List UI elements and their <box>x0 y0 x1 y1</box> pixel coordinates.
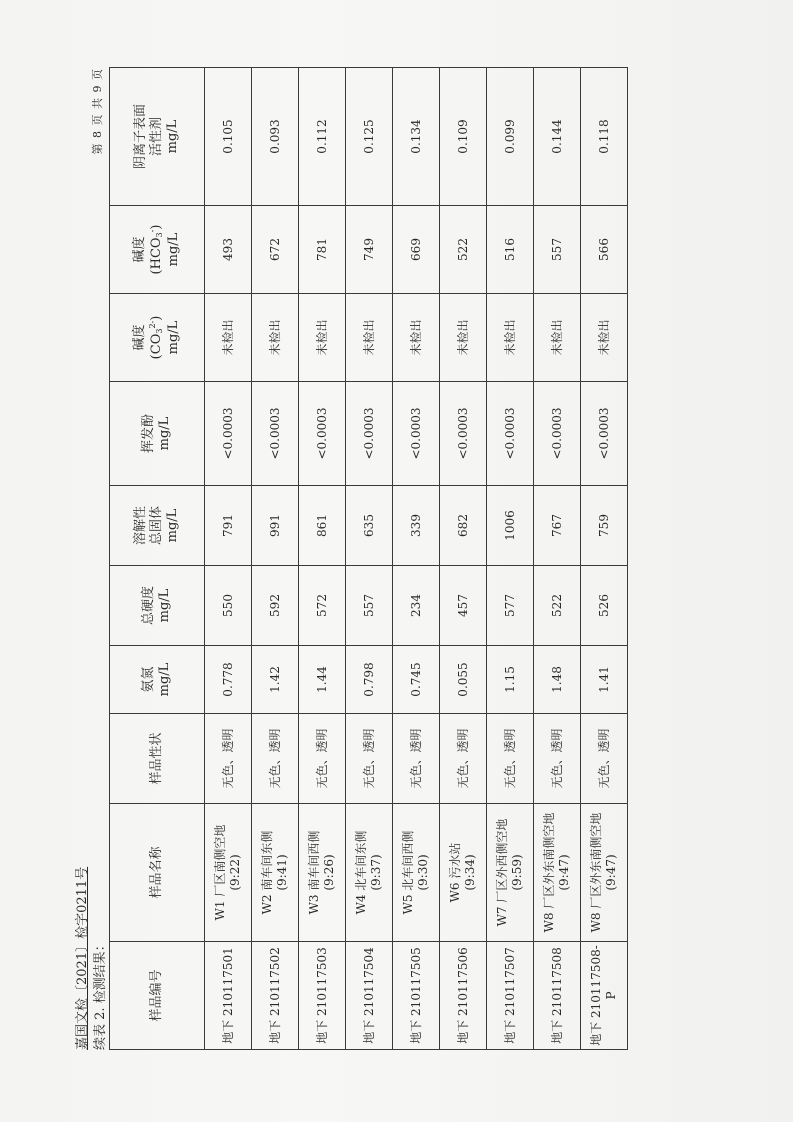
cell-hardness: 457 <box>440 566 487 646</box>
table-row <box>440 68 487 1050</box>
cell-hardness: 522 <box>534 566 581 646</box>
table-header-row <box>110 68 205 1050</box>
cell-hardness: 550 <box>205 566 252 646</box>
cell-sample-id: 地下 210117502 <box>252 942 299 1050</box>
page-number: 第 8 页 共 9 页 <box>91 68 104 155</box>
cell-ammonia: 0.055 <box>440 646 487 714</box>
cell-appearance: 无色、透明 <box>299 714 346 804</box>
col-header-appearance: 样品性状 <box>110 714 205 804</box>
cell-tds: 791 <box>205 486 252 566</box>
cell-tds: 767 <box>534 486 581 566</box>
cell-sample-id: 地下 210117505 <box>393 942 440 1050</box>
cell-phenol: <0.0003 <box>581 382 628 486</box>
cell-surfactant: 0.105 <box>205 68 252 206</box>
cell-sample-id: 地下 210117504 <box>346 942 393 1050</box>
cell-tds: 991 <box>252 486 299 566</box>
cell-sample-id: 地下 210117508-P <box>581 942 628 1050</box>
cell-ammonia: 1.48 <box>534 646 581 714</box>
cell-carbonate: 未检出 <box>346 294 393 382</box>
cell-sample-name: W6 污水站 (9:34) <box>440 804 487 942</box>
col-header-sample-name: 样品名称 <box>110 804 205 942</box>
cell-carbonate: 未检出 <box>581 294 628 382</box>
col-header-phenol: 挥发酚 mg/L <box>110 382 205 486</box>
cell-bicarbonate: 749 <box>346 206 393 294</box>
cell-sample-name: W5 北车间西侧 (9:30) <box>393 804 440 942</box>
cell-carbonate: 未检出 <box>252 294 299 382</box>
cell-bicarbonate: 672 <box>252 206 299 294</box>
cell-surfactant: 0.112 <box>299 68 346 206</box>
table-row <box>393 68 440 1050</box>
cell-appearance: 无色、透明 <box>252 714 299 804</box>
cell-carbonate: 未检出 <box>393 294 440 382</box>
cell-ammonia: 1.44 <box>299 646 346 714</box>
cell-sample-name: W7 厂区外西侧空地 (9:59) <box>487 804 534 942</box>
cell-bicarbonate: 669 <box>393 206 440 294</box>
cell-phenol: <0.0003 <box>393 382 440 486</box>
cell-surfactant: 0.134 <box>393 68 440 206</box>
cell-carbonate: 未检出 <box>299 294 346 382</box>
table-row <box>205 68 252 1050</box>
cell-hardness: 526 <box>581 566 628 646</box>
cell-sample-name: W1 厂区南侧空地 (9:22) <box>205 804 252 942</box>
table-row <box>346 68 393 1050</box>
cell-appearance: 无色、透明 <box>581 714 628 804</box>
cell-tds: 1006 <box>487 486 534 566</box>
cell-ammonia: 1.42 <box>252 646 299 714</box>
cell-sample-id: 地下 210117508 <box>534 942 581 1050</box>
cell-appearance: 无色、透明 <box>205 714 252 804</box>
cell-phenol: <0.0003 <box>534 382 581 486</box>
cell-surfactant: 0.093 <box>252 68 299 206</box>
table-row <box>299 68 346 1050</box>
table-row <box>252 68 299 1050</box>
table-row <box>581 68 628 1050</box>
cell-sample-id: 地下 210117503 <box>299 942 346 1050</box>
cell-appearance: 无色、透明 <box>440 714 487 804</box>
cell-tds: 682 <box>440 486 487 566</box>
cell-sample-id: 地下 210117507 <box>487 942 534 1050</box>
report-reference: 嘉国文检〔2021〕检字0211号 <box>75 866 90 1050</box>
cell-appearance: 无色、透明 <box>393 714 440 804</box>
results-table <box>109 67 628 1050</box>
col-header-sample-id: 样品编号 <box>110 942 205 1050</box>
rotated-document <box>63 68 618 1050</box>
cell-carbonate: 未检出 <box>440 294 487 382</box>
cell-phenol: <0.0003 <box>346 382 393 486</box>
cell-carbonate: 未检出 <box>534 294 581 382</box>
cell-surfactant: 0.125 <box>346 68 393 206</box>
cell-surfactant: 0.144 <box>534 68 581 206</box>
col-header-ammonia: 氨氮 mg/L <box>110 646 205 714</box>
cell-appearance: 无色、透明 <box>534 714 581 804</box>
table-row <box>534 68 581 1050</box>
cell-sample-name: W4 北车间东侧 (9:37) <box>346 804 393 942</box>
cell-ammonia: 0.798 <box>346 646 393 714</box>
cell-phenol: <0.0003 <box>205 382 252 486</box>
cell-hardness: 557 <box>346 566 393 646</box>
col-header-tds: 溶解性 总固体 mg/L <box>110 486 205 566</box>
cell-carbonate: 未检出 <box>487 294 534 382</box>
cell-carbonate: 未检出 <box>205 294 252 382</box>
cell-sample-name: W2 南车间东侧 (9:41) <box>252 804 299 942</box>
cell-ammonia: 1.41 <box>581 646 628 714</box>
cell-tds: 635 <box>346 486 393 566</box>
table-caption: 续表 2. 检测结果： <box>93 938 108 1050</box>
cell-phenol: <0.0003 <box>487 382 534 486</box>
cell-phenol: <0.0003 <box>299 382 346 486</box>
cell-sample-id: 地下 210117501 <box>205 942 252 1050</box>
cell-bicarbonate: 522 <box>440 206 487 294</box>
cell-hardness: 577 <box>487 566 534 646</box>
cell-appearance: 无色、透明 <box>346 714 393 804</box>
cell-surfactant: 0.118 <box>581 68 628 206</box>
col-header-hardness: 总硬度 mg/L <box>110 566 205 646</box>
cell-ammonia: 0.745 <box>393 646 440 714</box>
cell-sample-name: W8 厂区外东南侧空地 (9:47) <box>581 804 628 942</box>
cell-bicarbonate: 781 <box>299 206 346 294</box>
col-header-surfactant: 阴离子表面 活性剂 mg/L <box>110 68 205 206</box>
cell-hardness: 234 <box>393 566 440 646</box>
cell-hardness: 572 <box>299 566 346 646</box>
col-header-carbonate: 碱度 $(CO_3^{2-})$ mg/L <box>110 294 205 382</box>
cell-phenol: <0.0003 <box>252 382 299 486</box>
cell-bicarbonate: 557 <box>534 206 581 294</box>
cell-surfactant: 0.109 <box>440 68 487 206</box>
cell-sample-name: W8 厂区外东南侧空地 (9:47) <box>534 804 581 942</box>
cell-ammonia: 1.15 <box>487 646 534 714</box>
cell-surfactant: 0.099 <box>487 68 534 206</box>
col-header-bicarbonate: 碱度 $(HCO_3^-)$ mg/L <box>110 206 205 294</box>
cell-bicarbonate: 493 <box>205 206 252 294</box>
cell-tds: 861 <box>299 486 346 566</box>
cell-ammonia: 0.778 <box>205 646 252 714</box>
cell-phenol: <0.0003 <box>440 382 487 486</box>
cell-tds: 759 <box>581 486 628 566</box>
cell-tds: 339 <box>393 486 440 566</box>
cell-sample-id: 地下 210117506 <box>440 942 487 1050</box>
table-row <box>487 68 534 1050</box>
cell-bicarbonate: 516 <box>487 206 534 294</box>
cell-sample-name: W3 南车间西侧 (9:26) <box>299 804 346 942</box>
cell-hardness: 592 <box>252 566 299 646</box>
cell-appearance: 无色、透明 <box>487 714 534 804</box>
cell-bicarbonate: 566 <box>581 206 628 294</box>
